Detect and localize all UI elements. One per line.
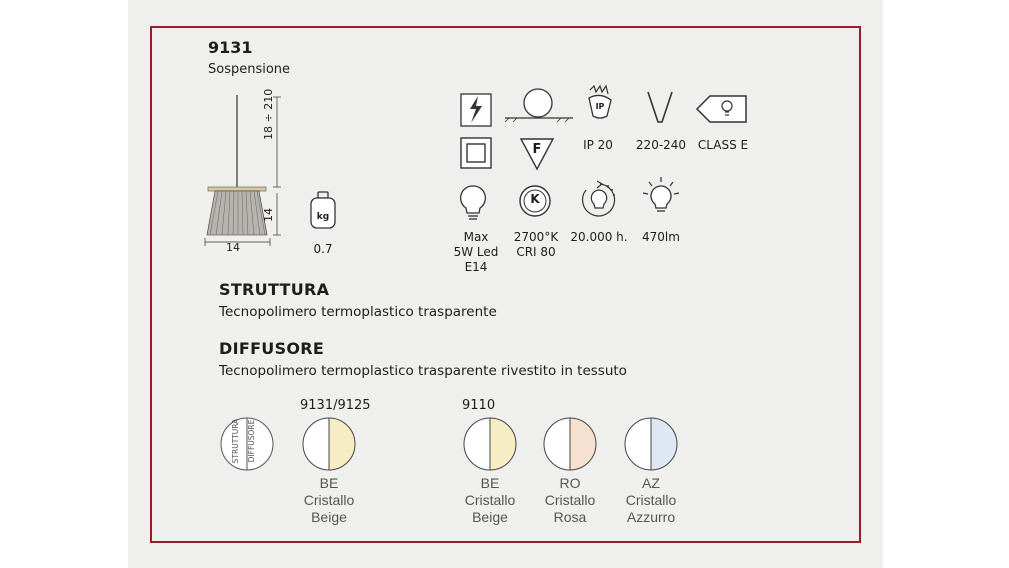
- swatch-code: BE: [480, 475, 500, 491]
- swatch-circle[interactable]: [623, 416, 679, 472]
- swatch-color-name: Rosa: [553, 509, 587, 525]
- swatch-name: Cristallo: [544, 492, 596, 508]
- group-label-9110: 9110: [462, 398, 496, 413]
- swatch-name: Cristallo: [303, 492, 355, 508]
- ceiling-mount-icon: [505, 88, 573, 124]
- lamp-drawing: [200, 95, 290, 255]
- swatch-code: AZ: [642, 475, 660, 491]
- swatch-circle[interactable]: [301, 416, 357, 472]
- section-title-diffusore: DIFFUSORE: [219, 339, 325, 358]
- cri-value: CRI 80: [516, 245, 556, 259]
- swatch-label: [525, 475, 615, 526]
- swatch-circle[interactable]: [542, 416, 598, 472]
- lumen-icon: [640, 176, 682, 218]
- product-type: Sospensione: [208, 62, 291, 77]
- lifetime-label: 20.000 h.: [570, 230, 628, 244]
- f-mark-letter: F: [532, 142, 542, 157]
- weight-value: 0.7: [313, 242, 333, 256]
- color-temp-value: 2700°K: [513, 230, 559, 244]
- ip-rating-label: IP 20: [583, 138, 613, 152]
- lamp-label: [448, 230, 504, 275]
- energy-class-icon: [696, 95, 748, 123]
- energy-class-label: CLASS E: [697, 138, 749, 152]
- product-code: 9131: [208, 38, 253, 57]
- voltage-label: 220-240: [635, 138, 687, 152]
- kelvin-badge: K: [530, 192, 540, 206]
- color-temp-label: [506, 230, 566, 260]
- lumen-label: 470lm: [642, 230, 680, 244]
- swatch-code: BE: [319, 475, 339, 491]
- section-text-struttura: Tecnopolimero termoplastico trasparente: [219, 304, 497, 320]
- legend-struttura: STRUTTURA: [231, 418, 240, 464]
- lifetime-icon: [580, 180, 618, 220]
- swatch-label: [445, 475, 535, 526]
- section-text-diffusore: Tecnopolimero termoplastico trasparente rivestito in tessuto: [219, 363, 627, 379]
- swatch-circle[interactable]: [462, 416, 518, 472]
- swatch-label: [606, 475, 696, 526]
- width-label: 14: [226, 241, 240, 254]
- swatch-label: [284, 475, 374, 526]
- voltage-icon: [646, 90, 674, 124]
- lamp-line-1: Max: [463, 230, 489, 244]
- legend-diffusore: DIFFUSORE: [247, 419, 256, 463]
- height-label: 14: [262, 208, 275, 222]
- double-insulation-icon: [460, 137, 492, 169]
- lamp-line-3: E14: [464, 260, 488, 274]
- swatch-name: Cristallo: [625, 492, 677, 508]
- swatch-color-name: Beige: [472, 509, 508, 525]
- swatch-name: Cristallo: [464, 492, 516, 508]
- swatch-code: RO: [559, 475, 581, 491]
- lamp-line-2: 5W Led: [453, 245, 499, 259]
- ip-badge: IP: [595, 102, 605, 111]
- weight-unit: kg: [316, 212, 330, 222]
- swatch-color-name: Azzurro: [626, 509, 676, 525]
- bulb-icon: [458, 184, 488, 222]
- lightning-box-icon: [460, 93, 492, 127]
- section-title-struttura: STRUTTURA: [219, 280, 330, 299]
- group-label-9131: 9131/9125: [300, 398, 371, 413]
- cable-length-label: 18 ÷ 210: [262, 88, 275, 140]
- swatch-color-name: Beige: [311, 509, 347, 525]
